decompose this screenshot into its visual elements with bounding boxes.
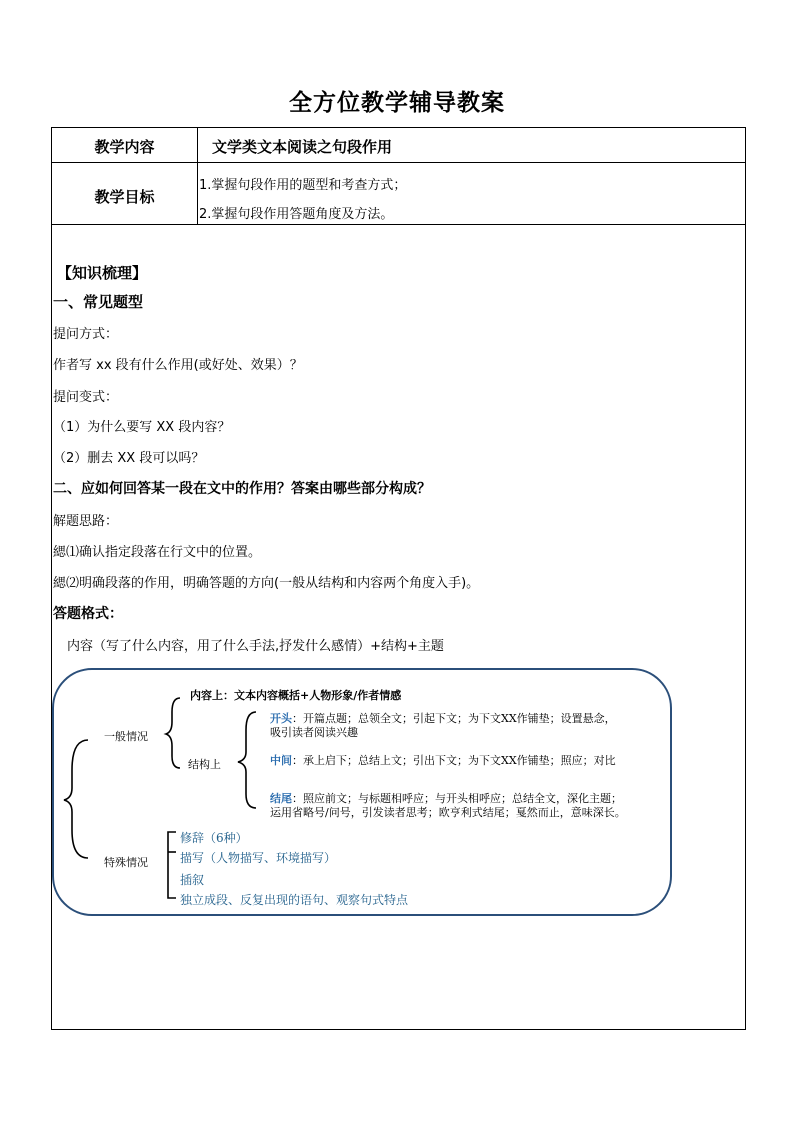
structure-aspect: 结构上 xyxy=(188,758,221,771)
content-value: 文学类文本阅读之句段作用 xyxy=(212,138,393,156)
special-bracket xyxy=(168,832,176,898)
goal-item-1: 1.掌握句段作用的题型和考查方式； xyxy=(199,178,407,193)
step-2: 緦⑵明确段落的作用，明确答题的方向(一般从结构和内容两个角度入手)。 xyxy=(53,576,480,591)
main-bracket xyxy=(64,740,88,858)
ending-key: 结尾 xyxy=(270,792,292,805)
content-label: 教学内容 xyxy=(94,138,155,156)
special-case-label: 特殊情况 xyxy=(104,856,148,869)
middle-row xyxy=(270,752,616,768)
section-tag: 【知识梳理】 xyxy=(57,264,148,282)
structure-bracket xyxy=(238,712,256,808)
general-bracket xyxy=(166,698,180,768)
page-title: 全方位教学辅导教案 xyxy=(289,89,505,116)
special-independent: 独立成段、反复出现的语句、观察句式特点 xyxy=(180,893,409,907)
goal-item-2: 2.掌握句段作用答题角度及方法。 xyxy=(199,207,394,222)
format-text: 内容（写了什么内容，用了什么手法,抒发什么感情）+结构+主题 xyxy=(67,639,444,654)
ask-way-label: 提问方式： xyxy=(53,327,119,342)
ending-text: ：照应前文；与标题相呼应；与开头相呼应；总结全文，深化主题； xyxy=(292,792,622,805)
format-label: 答题格式： xyxy=(53,606,123,622)
special-flashback: 插叙 xyxy=(180,873,205,887)
content-aspect: 内容上：文本内容概括+人物形象/作者情感 xyxy=(190,689,402,702)
variant-label: 提问变式： xyxy=(53,390,119,405)
step-1: 緦⑴确认指定段落在行文中的位置。 xyxy=(53,545,262,560)
heading-1: 一、常见题型 xyxy=(53,293,144,311)
ending-row-cont: 运用省略号/问号，引发读者思考；欧亨利式结尾；戛然而止，意味深长。 xyxy=(270,806,626,819)
approach-label: 解题思路： xyxy=(53,514,119,529)
heading-2: 二、应如何回答某一段在文中的作用？答案由哪些部分构成？ xyxy=(53,481,431,497)
opening-row-cont: 吸引读者阅读兴趣 xyxy=(270,726,358,739)
ask-question: 作者写 xx 段有什么作用(或好处、效果）？ xyxy=(53,358,303,373)
goal-label: 教学目标 xyxy=(94,188,155,206)
variant-2: （2）删去 XX 段可以吗？ xyxy=(53,451,205,466)
special-rhetoric: 修辞（6种） xyxy=(180,831,248,845)
special-description: 描写（人物描写、环境描写） xyxy=(180,851,337,865)
middle-text: ：承上启下；总结上文；引出下文；为下文XX作铺垫；照应；对比 xyxy=(292,754,616,767)
opening-text: ：开篇点题；总领全文；引起下文；为下文XX作铺垫；设置悬念， xyxy=(292,712,616,725)
middle-key: 中间 xyxy=(270,754,292,767)
general-case-label: 一般情况 xyxy=(104,730,148,743)
variant-1: （1）为什么要写 XX 段内容？ xyxy=(53,420,231,435)
opening-key: 开头 xyxy=(270,712,292,725)
